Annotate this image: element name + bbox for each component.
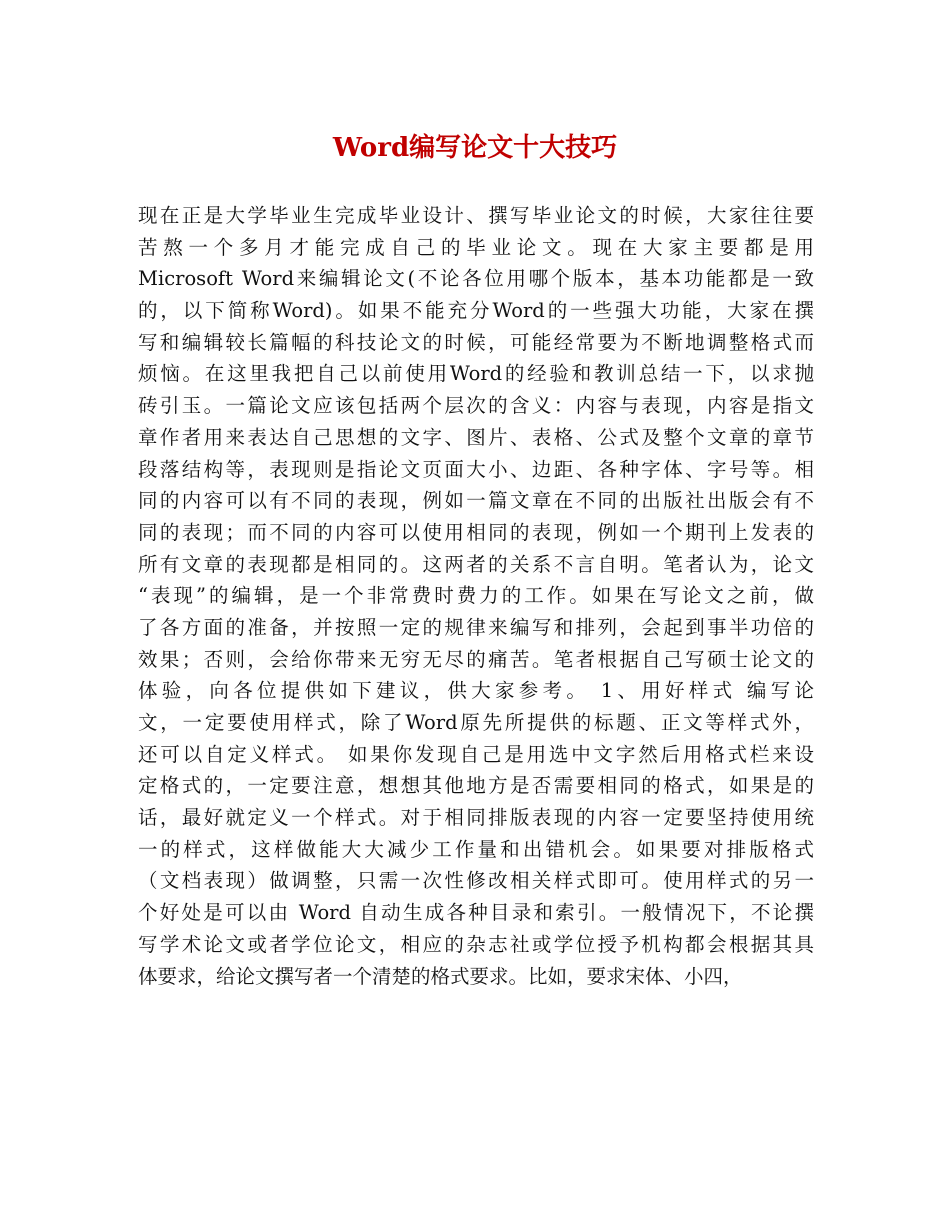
body-line: 了各方面的准备，并按照一定的规律来编写和排列，会起到事半功倍的	[138, 615, 814, 639]
body-line: 同的内容可以有不同的表现，例如一篇文章在不同的出版社出版会有不	[138, 489, 814, 513]
body-line: 文，一定要使用样式，除了Word原先所提供的标题、正文等样式外，	[138, 711, 814, 734]
body-line: 写学术论文或者学位论文，相应的杂志社或学位授予机构都会根据其具	[138, 932, 814, 956]
body-line: 个好处是可以由 Word 自动生成各种目录和索引。一般情况下，不论撰	[138, 901, 814, 925]
body-line: 定格式的，一定要注意，想想其他地方是否需要相同的格式，如果是的	[138, 774, 814, 798]
body-line: 一的样式，这样做能大大减少工作量和出错机会。如果要对排版格式	[138, 837, 814, 861]
body-line: 效果；否则，会给你带来无穷无尽的痛苦。笔者根据自己写硕士论文的	[138, 647, 814, 671]
body-line: 话，最好就定义一个样式。对于相同排版表现的内容一定要坚持使用统	[138, 806, 814, 830]
body-line: （文档表现）做调整，只需一次性修改相关样式即可。使用样式的另一	[138, 869, 814, 893]
body-line: 烦恼。在这里我把自己以前使用Word的经验和教训总结一下，以求抛	[138, 362, 814, 386]
body-line: Microsoft Word来编辑论文(不论各位用哪个版本，基本功能都是一致	[138, 267, 814, 291]
document-title: Word编写论文十大技巧	[332, 133, 618, 163]
body-line: 的，以下简称Word)。如果不能充分Word的一些强大功能，大家在撰	[138, 299, 814, 323]
body-line: 体验，向各位提供如下建议，供大家参考。 1、用好样式 编写论	[138, 679, 814, 703]
body-line: “表现”的编辑，是一个非常费时费力的工作。如果在写论文之前，做	[138, 584, 814, 608]
body-line: 同的表现；而不同的内容可以使用相同的表现，例如一个期刊上发表的	[138, 520, 814, 544]
body-line: 现在正是大学毕业生完成毕业设计、撰写毕业论文的时候，大家往往要	[138, 204, 814, 227]
body-line: 砖引玉。一篇论文应该包括两个层次的含义：内容与表现，内容是指文	[138, 394, 814, 418]
body-line: 所有文章的表现都是相同的。这两者的关系不言自明。笔者认为，论文	[138, 552, 814, 576]
body-line: 章作者用来表达自己思想的文字、图片、表格、公式及整个文章的章节	[138, 425, 814, 449]
body-line: 还可以自定义样式。 如果你发现自己是用选中文字然后用格式栏来设	[138, 742, 814, 766]
body-line: 苦熬一个多月才能完成自己的毕业论文。现在大家主要都是用	[138, 235, 814, 259]
body-line: 体要求，给论文撰写者一个清楚的格式要求。比如，要求宋体、小四，	[138, 964, 743, 988]
document-body	[138, 200, 814, 992]
body-line: 写和编辑较长篇幅的科技论文的时候，可能经常要为不断地调整格式而	[138, 330, 814, 354]
body-line: 段落结构等，表现则是指论文页面大小、边距、各种字体、字号等。相	[138, 457, 814, 481]
